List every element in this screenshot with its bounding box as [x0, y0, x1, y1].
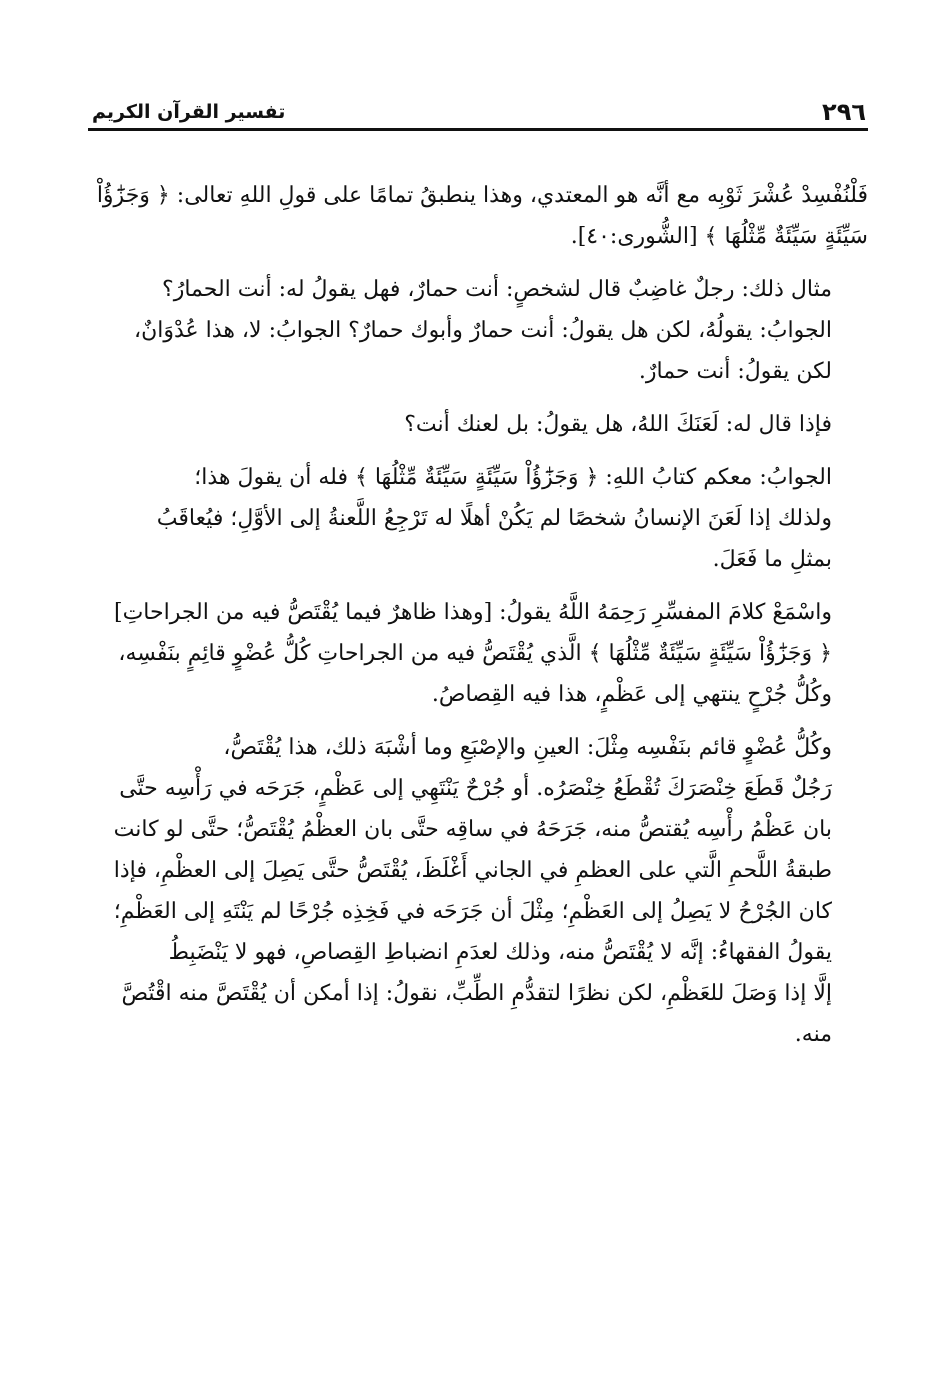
- text-line: واسْمَعْ كلامَ المفسِّرِ رَحِمَهُ اللَّهُ يقولُ: [وهذا ظاهرٌ فيما يُقْتَصُّ فيه من الجراحاتِ]: [114, 600, 832, 625]
- page-body: [88, 175, 868, 1055]
- page-number: ٢٩٦: [822, 98, 866, 126]
- text-line: كان الجُرْحُ لا يَصِلُ إلى العَظْمِ؛ مِثْلَ أن جَرَحَه في فَخِذِه جُرْحًا لم يَنْتَهِ إلى العَظْمِ؛: [113, 899, 832, 924]
- text-line: ﴿ وَجَزَٰٓؤُاْ سَيِّئَةٍ سَيِّئَةٌ مِّثْلُهَا ﴾ الَّذي يُقْتَصُّ فيه من الجراحاتِ كُلُّ عُضْوٍ قائِمٍ بنَفْسِه،: [118, 641, 832, 666]
- page-header: [88, 92, 868, 128]
- text-line: وكُلُّ جُرْحٍ ينتهي إلى عَظْمٍ، هذا فيه القِصاصُ.: [431, 682, 832, 707]
- paragraph: [88, 175, 868, 257]
- text-line: الجوابُ: يقولُهُ، لكن هل يقولُ: أنت حمارٌ وأبوك حمارٌ؟ الجوابُ: لا، هذا عُدْوَانٌ،: [134, 318, 832, 343]
- text-line: منه.: [794, 1022, 832, 1047]
- text-line: الجوابُ: معكم كتابُ اللهِ: ﴿ وَجَزَٰٓؤُاْ سَيِّئَةٍ سَيِّئَةٌ مِّثْلُهَا ﴾ فله أن يقولَ هذا؛: [194, 465, 832, 490]
- text-line: سَيِّئَةٍ سَيِّئَةٌ مِّثْلُهَا ﴾ [الشُّورى:٤٠].: [570, 224, 868, 249]
- text-line: إلَّا إذا وَصَلَ للعَظْمِ، لكن نظرًا لتقدُّمِ الطِّبِّ، نقولُ: إذا أمكن أن يُقْتَصَّ منه اقْتُصَّ: [121, 981, 832, 1006]
- text-line: بان عَظْمُ رأْسِه يُقتصُّ منه، جَرَحَهُ في ساقِه حتَّى بان العظْمُ يُقْتَصُّ؛ حتَّى لو كانت: [113, 817, 832, 842]
- text-line: مثال ذلك: رجلٌ غاضِبٌ قال لشخصٍ: أنت حمارٌ، فهل يقولُ له: أنت الحمارُ؟: [162, 277, 832, 302]
- text-line: يقولُ الفقهاءُ: إنَّه لا يُقْتَصُّ منه، وذلك لعدَمِ انضباطِ القِصاصِ، فهو لا يَنْضَبِطُ: [168, 940, 832, 965]
- book-page: [88, 92, 868, 1332]
- text-line: لكن يقولُ: أنت حمارٌ.: [638, 359, 832, 384]
- header-rule: [88, 128, 868, 131]
- text-line: بمثلِ ما فَعَلَ.: [712, 547, 832, 572]
- text-line: فَلْنُفْسِدْ عُشْرَ ثَوْبِه مع أنَّه هو المعتدي، وهذا ينطبقُ تمامًا على قولِ اللهِ تعالى: ﴿ وَجَزَٰٓؤُاْ: [96, 183, 868, 208]
- text-line: وكُلُّ عُضْوٍ قائم بنَفْسِه مِثْلَ: العينِ والإصْبَعِ وما أشْبَهَ ذلك، هذا يُقْتَصُّ،: [223, 735, 832, 760]
- paragraph: [88, 727, 868, 1055]
- running-title: تفسير القرآن الكريم: [92, 101, 286, 123]
- paragraph: [88, 457, 868, 580]
- text-line: رَجُلٌ قَطَعَ خِنْصَرَكَ تُقْطَعُ خِنْصَرُه. أو جُرْحٌ يَنْتَهِي إلى عَظْمٍ، جَرَحَه في رَأْسِه حتَّى: [119, 776, 832, 801]
- paragraph: [88, 404, 868, 445]
- paragraph: [88, 592, 868, 715]
- text-line: ولذلك إذا لَعَنَ الإنسانُ شخصًا لم يَكُنْ أهلًا له تَرْجِعُ اللَّعنةُ إلى الأوَّلِ؛ فيُعاقَبُ: [156, 506, 832, 531]
- text-line: طبقةُ اللَّحمِ الَّتي على العظمِ في الجاني أَغْلَظَ، يُقْتَصُّ حتَّى يَصِلَ إلى العظْمِ، فإذا: [113, 858, 832, 883]
- paragraph: [88, 269, 868, 392]
- text-line: فإذا قال له: لَعَنَكَ اللهُ، هل يقولُ: بل لعنك أنت؟: [404, 412, 832, 437]
